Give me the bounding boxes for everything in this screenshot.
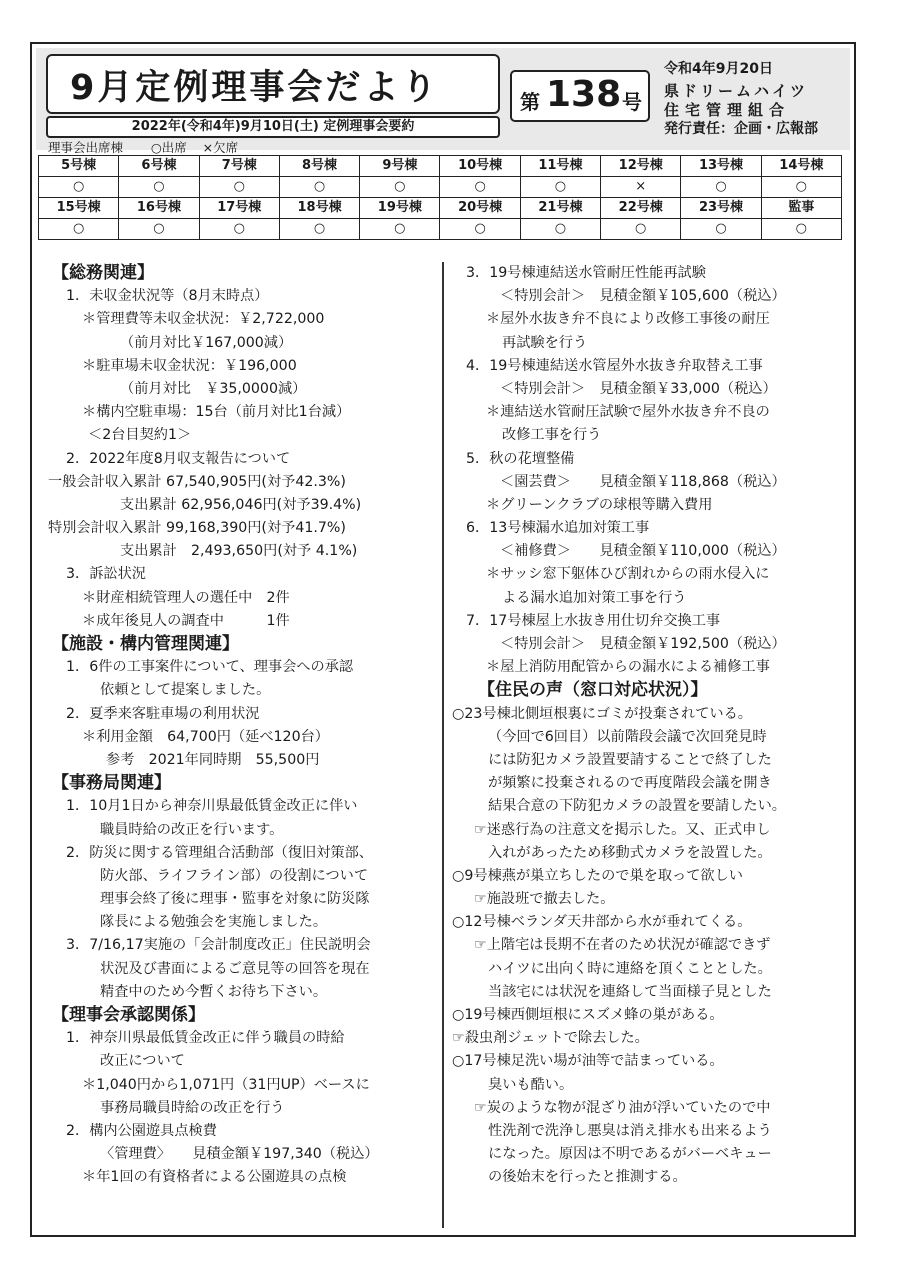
text-line: ＊構内空駐車場：15台（前月対比1台減） [82, 404, 351, 421]
table-cell: 13号棟 [681, 156, 761, 177]
text-line: ＜特別会計＞ 見積金額￥105,600（税込） [500, 288, 786, 305]
status-cell: ○ [360, 219, 440, 240]
text-line: ＊財産相続管理人の選任中 2件 [82, 589, 290, 606]
status-cell: ○ [761, 219, 841, 240]
status-cell: ○ [199, 219, 279, 240]
table-cell: 監事 [761, 198, 841, 219]
status-cell: ○ [360, 177, 440, 198]
text-line: 改修工事を行う [502, 427, 602, 444]
issue-badge [510, 70, 650, 122]
status-cell: ○ [601, 219, 681, 240]
org-name: 県ドリームハイツ [664, 82, 809, 100]
meeting-subtitle: 2022年(令和4年)9月10日(土) 定例理事会要約 [46, 116, 500, 138]
attendance-legend [48, 138, 238, 156]
text-line: （前月対比￥167,000減） [120, 334, 293, 351]
text-line: 3．訴訟状況 [66, 566, 146, 583]
status-cell: ○ [279, 219, 359, 240]
publisher: 発行責任：企画・広報部 [664, 121, 818, 137]
text-line: ＊1,040円から1,071円（31円UP）ベースに [82, 1076, 370, 1093]
issue-date: 令和4年9月20日 [664, 61, 773, 77]
text-line: 〈管理費〉 見積金額￥197,340（税込） [100, 1146, 379, 1163]
status-cell: ○ [39, 177, 119, 198]
table-cell: 6号棟 [119, 156, 199, 177]
legend-absent: ×欠席 [202, 140, 239, 155]
text-line: 6．13号棟漏水追加対策工事 [466, 520, 650, 537]
text-line: ＜2台目契約1＞ [88, 427, 192, 444]
section-heading: 【施設・構内管理関連】 [52, 634, 239, 654]
table-cell: 7号棟 [199, 156, 279, 177]
text-line: 1．10月1日から神奈川県最低賃金改正に伴い [66, 798, 358, 815]
text-line: 支出累計 62,956,046円(対予39.4%) [120, 496, 362, 513]
text-line: 防火部、ライフライン部）の役割について [100, 867, 369, 884]
left-column [48, 262, 436, 1190]
table-cell: 9号棟 [360, 156, 440, 177]
text-line: ☞殺虫剤ジェットで除去した。 [452, 1030, 649, 1047]
text-line: 結果合意の下防犯カメラの設置を要請したい。 [488, 798, 786, 815]
legend-present: ○出席 [150, 140, 187, 155]
table-cell: 11号棟 [520, 156, 600, 177]
table-cell: 14号棟 [761, 156, 841, 177]
status-cell: ○ [199, 177, 279, 198]
text-line: 1．6件の工事案件について、理事会への承認 [66, 659, 354, 676]
issue-prefix: 第 [520, 90, 540, 114]
text-line: 2．2022年度8月収支報告について [66, 450, 291, 467]
table-cell: 19号棟 [360, 198, 440, 219]
text-line: 一般会計収入累計 67,540,905円(対予42.3%) [48, 473, 346, 490]
section-heading: 【総務関連】 [52, 263, 154, 283]
status-cell: ○ [119, 177, 199, 198]
status-cell: ○ [520, 177, 600, 198]
table-cell: 21号棟 [520, 198, 600, 219]
text-line: （前月対比 ￥35,0000減） [120, 380, 307, 397]
table-cell: 20号棟 [440, 198, 520, 219]
text-line: 1．未収金状況等（8月末時点） [66, 288, 269, 305]
text-line: ○23号棟北側垣根裏にゴミが投棄されている。 [452, 705, 752, 722]
text-line: が頻繁に投棄されるので再度階段会議を開き [488, 775, 772, 792]
text-line: 隊長による勉強会を実施しました。 [100, 914, 328, 931]
table-row [39, 156, 842, 177]
text-line: 3．19号棟連結送水管耐圧性能再試験 [466, 265, 706, 281]
text-line: 再試験を行う [502, 334, 588, 351]
text-line: 職員時給の改正を行います。 [100, 821, 284, 838]
legend-title: 理事会出席棟 [48, 140, 124, 155]
status-cell: ○ [440, 219, 520, 240]
status-cell: ○ [279, 177, 359, 198]
text-line: よる漏水追加対策工事を行う [502, 589, 687, 606]
text-line: ☞迷惑行為の注意文を掲示した。又、正式申し [474, 821, 771, 838]
text-line: ＊駐車場未収金状況：￥196,000 [82, 357, 297, 374]
status-cell: ○ [119, 219, 199, 240]
text-line: 当該宅には状況を連絡して当面様子見とした [488, 983, 772, 1000]
column-divider [442, 262, 444, 1228]
text-line: 入れがあったため移動式カメラを設置した。 [488, 844, 772, 861]
table-cell: 17号棟 [199, 198, 279, 219]
section-heading: 【理事会承認関係】 [52, 1005, 205, 1025]
text-line: 改正について [100, 1053, 185, 1070]
text-line: 特別会計収入累計 99,168,390円(対予41.7%) [48, 520, 346, 537]
attendance-table [38, 155, 842, 240]
text-line: ＊グリーンクラブの球根等購入費用 [486, 496, 713, 513]
text-line: ＊年1回の有資格者による公園遊具の点検 [82, 1169, 347, 1186]
text-line: ＊屋上消防用配管からの漏水による補修工事 [486, 659, 770, 676]
text-line: 5．秋の花壇整備 [466, 450, 575, 467]
table-cell: 12号棟 [601, 156, 681, 177]
text-line: 支出累計 2,493,650円(対予 4.1%) [120, 543, 358, 560]
page-title: 9月定例理事会だより [70, 68, 440, 108]
status-cell: ○ [761, 177, 841, 198]
text-line: ＜園芸費＞ 見積金額￥118,868（税込） [500, 473, 786, 490]
table-cell: 23号棟 [681, 198, 761, 219]
text-line: 事務局職員時給の改正を行う [100, 1099, 285, 1116]
text-line: ☞上階宅は長期不在者のため状況が確認できず [474, 937, 771, 954]
text-line: ○17号棟足洗い場が油等で詰まっている。 [452, 1053, 724, 1070]
text-line: ＊屋外水抜き弁不良により改修工事後の耐圧 [486, 311, 770, 328]
text-line: 3．7/16,17実施の「会計制度改正」住民説明会 [66, 937, 371, 954]
issue-suffix: 号 [622, 90, 642, 114]
status-cell: ○ [440, 177, 520, 198]
table-cell: 5号棟 [39, 156, 119, 177]
text-line: 1．神奈川県最低賃金改正に伴う職員の時給 [66, 1030, 345, 1047]
text-line: （今回で6回目）以前階段会議で次回発見時 [488, 728, 767, 745]
text-line: ＊成年後見人の調査中 1件 [82, 612, 290, 629]
table-cell: 22号棟 [601, 198, 681, 219]
table-cell: 16号棟 [119, 198, 199, 219]
right-column [452, 262, 848, 1190]
table-row [39, 177, 842, 198]
table-cell: 8号棟 [279, 156, 359, 177]
text-line: ☞施設班で撤去した。 [474, 891, 615, 908]
table-cell: 10号棟 [440, 156, 520, 177]
text-line: ＊サッシ窓下躯体ひび割れからの雨水侵入に [486, 566, 770, 583]
text-line: 精査中のため今暫くお待ち下さい。 [100, 983, 328, 1000]
text-line: 2．防災に関する管理組合活動部（復旧対策部、 [66, 844, 373, 861]
status-cell: ○ [39, 219, 119, 240]
text-line: 理事会終了後に理事・監事を対象に防災隊 [100, 891, 370, 908]
table-cell: 18号棟 [279, 198, 359, 219]
text-line: 2．夏季来客駐車場の利用状況 [66, 705, 260, 722]
table-row [39, 219, 842, 240]
text-line: 依頼として提案しました。 [100, 682, 271, 699]
status-cell: × [601, 177, 681, 198]
status-cell: ○ [681, 219, 761, 240]
text-line: になった。原因は不明であるがバーベキュー [488, 1146, 772, 1163]
text-line: ○9号棟燕が巣立ちしたので巣を取って欲しい [452, 867, 743, 884]
text-line: ○12号棟ベランダ天井部から水が垂れてくる。 [452, 914, 752, 931]
text-line: ＜補修費＞ 見積金額￥110,000（税込） [500, 543, 786, 560]
text-line: には防犯カメラ設置要請することで終了した [488, 751, 772, 768]
status-cell: ○ [681, 177, 761, 198]
text-line: ＜特別会計＞ 見積金額￥192,500（税込） [500, 636, 786, 652]
text-line: の後始末を行ったと推測する。 [488, 1169, 687, 1186]
text-line: 性洗剤で洗浄し悪臭は消え排水も出来るよう [488, 1122, 772, 1139]
org-name-2: 住宅管理組合 [664, 101, 791, 119]
table-cell: 15号棟 [39, 198, 119, 219]
text-line: 2．構内公園遊具点検費 [66, 1122, 217, 1139]
text-line: 状況及び書面によるご意見等の回答を現在 [100, 960, 370, 977]
issue-number: 138 [546, 74, 622, 115]
text-line: ＊利用金額 64,700円（延べ120台） [82, 728, 329, 745]
section-heading: 【住民の声（窓口対応状況）】 [478, 680, 708, 701]
text-line: ＊管理費等未収金状況：￥2,722,000 [82, 311, 325, 328]
text-line: ＜特別会計＞ 見積金額￥33,000（税込） [500, 380, 777, 397]
text-line: ☞炭のような物が混ざり油が浮いていたので中 [474, 1099, 771, 1116]
text-line: ハイツに出向く時に連絡を頂くこととした。 [488, 960, 772, 977]
text-line: 4．19号棟連結送水管屋外水抜き弁取替え工事 [466, 357, 763, 374]
text-line: 臭いも酷い。 [488, 1076, 574, 1093]
status-cell: ○ [520, 219, 600, 240]
text-line: 7．17号棟屋上水抜き用仕切弁交換工事 [466, 612, 721, 629]
text-line: 参考 2021年同時期 55,500円 [106, 751, 320, 768]
text-line: ＊連結送水管耐圧試験で屋外水抜き弁不良の [486, 404, 770, 421]
table-row [39, 198, 842, 219]
text-line: ○19号棟西側垣根にスズメ蜂の巣がある。 [452, 1007, 724, 1023]
section-heading: 【事務局関連】 [52, 773, 171, 794]
